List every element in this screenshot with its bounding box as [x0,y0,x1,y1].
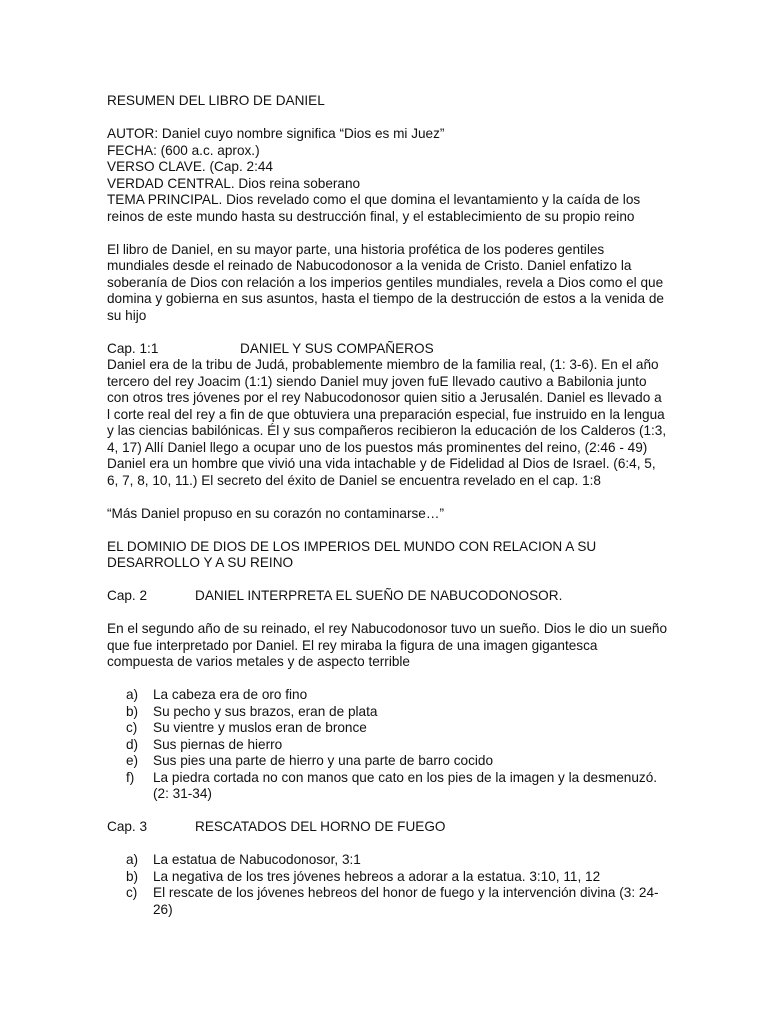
list-item [107,753,667,770]
cap2-heading [107,588,667,605]
list-marker: d) [126,736,139,752]
list-item [107,720,667,737]
list-marker: b) [126,703,139,719]
cap3-title: RESCATADOS DEL HORNO DE FUEGO [195,819,446,834]
list-item-text: Su vientre y muslos eran de bronce [153,720,367,735]
cap3-list [107,852,667,918]
section-heading: EL DOMINIO DE DIOS DE LOS IMPERIOS DEL MUNDO CON RELACION A SU DESARROLLO Y A SU REINO [107,538,597,570]
cap1-number: Cap. 1:1 [107,340,159,356]
cap2-list [107,687,667,803]
document-content [107,93,667,918]
cap2-title: DANIEL INTERPRETA EL SUEÑO DE NABUCODONOSOR. [195,588,563,603]
list-item [107,869,667,886]
meta-central-truth: VERDAD CENTRAL. Dios reina soberano [107,175,361,191]
list-marker: e) [126,753,139,768]
list-item-text: La estatua de Nabucodonosor, 3:1 [153,852,361,867]
meta-main-theme: TEMA PRINCIPAL. Dios revelado como el que domina el levantamiento y la caída de los reinos de este mundo hasta su destrucción final, y el establecimiento de su propio reino [107,192,641,224]
list-marker: c) [126,720,138,735]
list-item [107,885,667,918]
list-item-text: El rescate de los jóvenes hebreos del honor de fuego y la intervención divina (3: 24-26) [153,885,659,917]
list-item [107,737,667,754]
list-item [107,687,667,704]
meta-key-verse: VERSO CLAVE. (Cap. 2:44 [107,159,273,174]
document-title: RESUMEN DEL LIBRO DE DANIEL [107,93,325,108]
quote: “Más Daniel propuso en su corazón no contaminarse…” [107,505,444,521]
cap2-body: En el segundo año de su reinado, el rey Nabucodonosor tuvo un sueño. Dios le dio un sueño que fue interpretado por Daniel. El rey miraba la figura de una imagen gigantesca compuesta de varios metales y de aspecto terrible [107,621,667,669]
list-marker: a) [126,687,139,702]
cap1-heading [107,341,667,358]
list-marker: c) [126,885,138,900]
list-item-text: Sus piernas de hierro [153,736,283,752]
meta-date: FECHA: (600 a.c. aprox.) [107,142,260,158]
cap3-number: Cap. 3 [107,819,148,834]
list-marker: b) [126,868,139,884]
list-item-text: La cabeza era de oro fino [153,687,308,702]
list-marker: a) [126,852,139,867]
list-item-text: Sus pies una parte de hierro y una parte de barro cocido [153,753,494,768]
cap2-number: Cap. 2 [107,588,148,603]
cap1-body: Daniel era de la tribu de Judá, probablemente miembro de la familia real, (1: 3-6). En el año tercero del rey Joacim (1:1) siendo Daniel muy joven fuE llevado cautivo a Babilonia junto con otros tres jóvenes por el rey Nabucodonosor quien sitio a Jerusalén. Daniel es llevado a l corte real del rey a fin de que obtuviera una preparación especial, fue instruido en la lengua y las ciencias babilónicas. Él y sus compañeros recibieron la educación de los Calderos (1:3, 4, 17) Allí Daniel llego a ocupar uno de los puestos más prominentes del reino, (2:46 - 49) Daniel era un hombre que vivió una vida intachable y de Fidelidad al Dios de Israel. (6:4, 5, 6, 7, 8, 10, 11.) El secreto del éxito de Daniel se encuentra revelado en el cap. 1:8 [107,357,667,488]
list-item-text: La piedra cortada no con manos que cato en los pies de la imagen y la desmenuzó. (2: 31-34) [153,769,658,801]
list-item [107,704,667,721]
intro-paragraph: El libro de Daniel, en su mayor parte, una historia profética de los poderes gentiles mundiales desde el reinado de Nabucodonosor a la venida de Cristo. Daniel enfatizo la soberanía de Dios con relación a los imperios gentiles mundiales, revela a Dios como el que domina y gobierna en sus asuntos, hasta el tiempo de la destrucción de estos a la venida de su hijo [107,241,664,323]
meta-author: AUTOR: Daniel cuyo nombre significa “Dios es mi Juez” [107,126,445,141]
list-item [107,770,667,803]
list-item-text: La negativa de los tres jóvenes hebreos a adorar a la estatua. 3:10, 11, 12 [153,868,601,884]
cap1-title: DANIEL Y SUS COMPAÑEROS [240,340,434,356]
list-item [107,852,667,869]
cap3-heading [107,819,667,836]
list-marker: f) [126,769,135,785]
list-item-text: Su pecho y sus brazos, eran de plata [153,703,378,719]
